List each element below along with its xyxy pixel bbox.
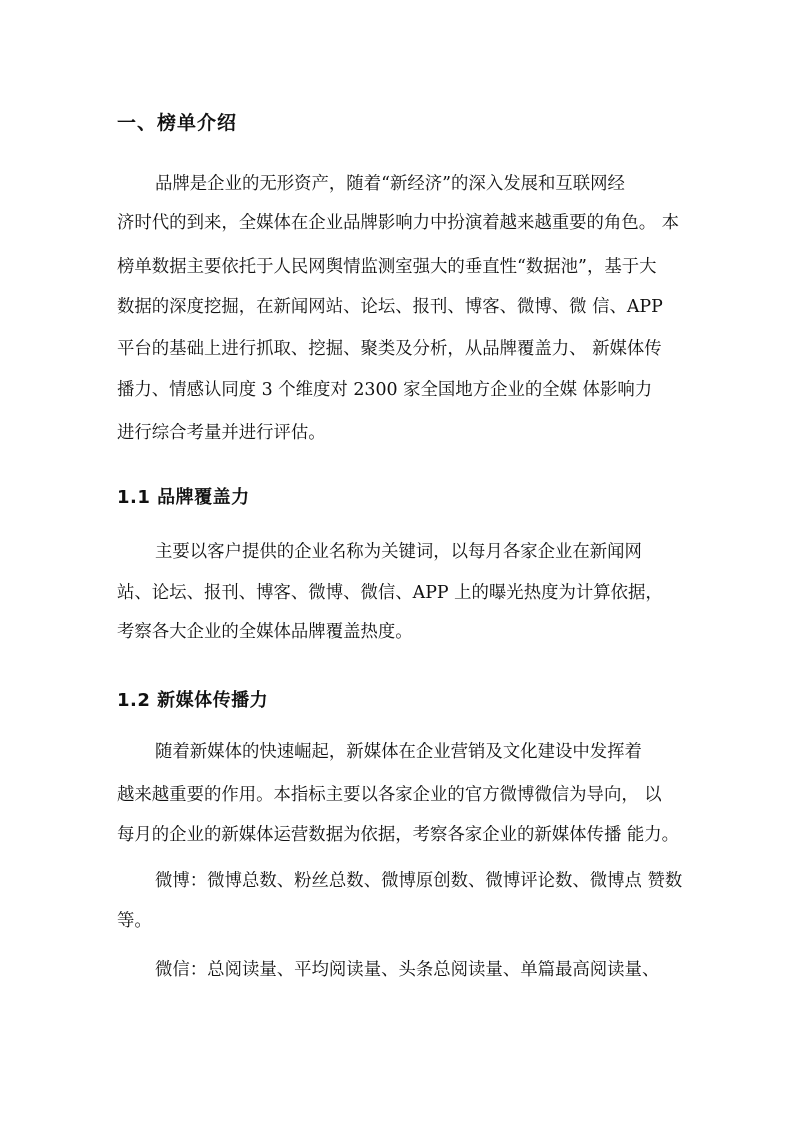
paragraph-line: 榜单数据主要依托于人民网舆情监测室强大的垂直性“数据池”，基于大 xyxy=(117,257,657,277)
paragraph-line: 站、论坛、报刊、博客、微博、微信、APP 上的曝光热度为计算依据， xyxy=(117,583,663,603)
weixin-metrics-line: 微信：总阅读量、平均阅读量、头条总阅读量、单篇最高阅读量、 xyxy=(155,960,660,980)
paragraph-line: 进行综合考量并进行评估。 xyxy=(117,423,326,443)
weibo-metrics-line: 微博：微博总数、粉丝总数、微博原创数、微博评论数、微博点 赞数 xyxy=(155,871,683,891)
paragraph-line: 济时代的到来，全媒体在企业品牌影响力中扮演着越来越重要的角色。 本 xyxy=(117,213,680,233)
paragraph-line: 考察各大企业的全媒体品牌覆盖热度。 xyxy=(117,622,413,642)
paragraph-line: 平台的基础上进行抓取、挖掘、聚类及分析，从品牌覆盖力、 新媒体传 xyxy=(117,339,662,359)
section-heading-intro: 一、榜单介绍 xyxy=(117,112,238,134)
paragraph-line: 播力、情感认同度 3 个维度对 2300 家全国地方企业的全媒 体影响力 xyxy=(117,380,653,400)
weibo-metrics-line: 等。 xyxy=(117,911,152,931)
paragraph-line: 品牌是企业的无形资产，随着“新经济”的深入发展和互联网经 xyxy=(155,174,625,194)
paragraph-line: 主要以客户提供的企业名称为关键词，以每月各家企业在新闻网 xyxy=(155,542,642,562)
section-heading-new-media: 1.2 新媒体传播力 xyxy=(117,690,269,711)
paragraph-line: 随着新媒体的快速崛起，新媒体在企业营销及文化建设中发挥着 xyxy=(155,742,642,762)
paragraph-line: 每月的企业的新媒体运营数据为依据，考察各家企业的新媒体传播 能力。 xyxy=(117,825,680,845)
paragraph-line: 数据的深度挖掘，在新闻网站、论坛、报刊、博客、微博、微 信、APP xyxy=(117,297,663,317)
section-heading-brand-coverage: 1.1 品牌覆盖力 xyxy=(117,487,250,508)
paragraph-line: 越来越重要的作用。本指标主要以各家企业的官方微博微信为导向， 以 xyxy=(117,785,662,805)
